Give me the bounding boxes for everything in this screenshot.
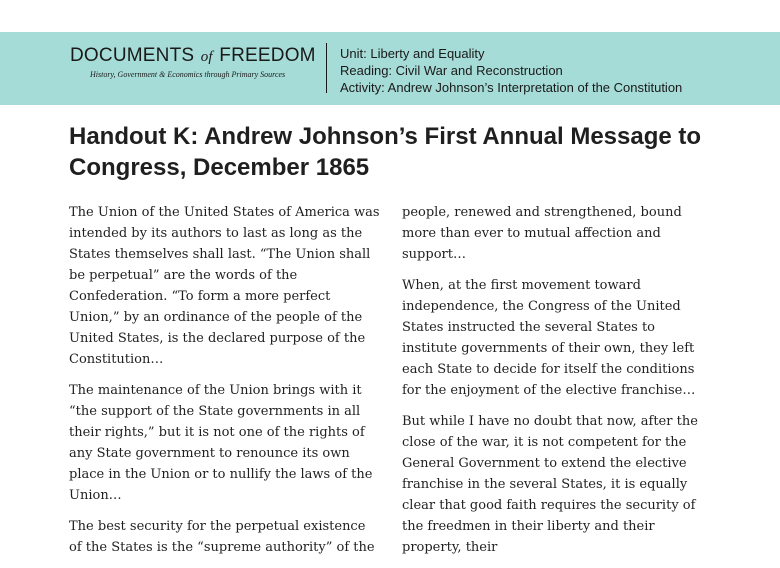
reading-label: Reading: Civil War and Reconstruction [340, 63, 563, 78]
logo-tagline: History, Government & Economics through Primary Sources [90, 70, 286, 79]
paragraph: people, renewed and strengthened, bound more than ever to mutual affection and support… [402, 205, 682, 262]
paragraph: But while I have no doubt that now, after the close of the war, it is not competent for the General Government to extend the elective franchise in the several States, it is equally clear that good faith requires the security of the freedmen in their liberty and their property, their [402, 414, 698, 555]
logo-wordmark [70, 45, 315, 68]
documents-of-freedom-logo[interactable] [70, 45, 315, 79]
paragraph: The best security for the perpetual existence of the States is the “supreme authority” of the [69, 519, 375, 555]
right-column [402, 202, 714, 568]
logo-part-of: of [200, 49, 213, 65]
paragraph: When, at the first movement toward independence, the Congress of the United States instructed the several States to institute governments of their own, they left each State to decide for itself the conditions for the enjoyment of the elective franchise… [402, 278, 696, 398]
header-divider [326, 43, 327, 93]
lesson-meta [340, 45, 682, 96]
logo-part-documents: DOCUMENTS [70, 45, 195, 66]
paragraph: The Union of the United States of America was intended by its authors to last as long as the States themselves shall last. “The Union shall be perpetual” are the words of the Confederation. “To form a more perfect Union,” by an ordinance of the people of the United States, is the declared purpose of the Constitution… [69, 205, 380, 367]
page-title: Handout K: Andrew Johnson’s First Annual Message to Congress, December 1865 [69, 123, 702, 181]
left-column [69, 202, 381, 568]
unit-label: Unit: Liberty and Equality [340, 46, 485, 61]
paragraph: The maintenance of the Union brings with it “the support of the State governments in all their rights,” but it is not one of the rights of any State government to renounce its own place in the Union or to nullify the laws of the Union… [69, 383, 373, 503]
logo-part-freedom: FREEDOM [219, 45, 316, 66]
activity-label: Activity: Andrew Johnson’s Interpretation of the Constitution [340, 80, 683, 95]
